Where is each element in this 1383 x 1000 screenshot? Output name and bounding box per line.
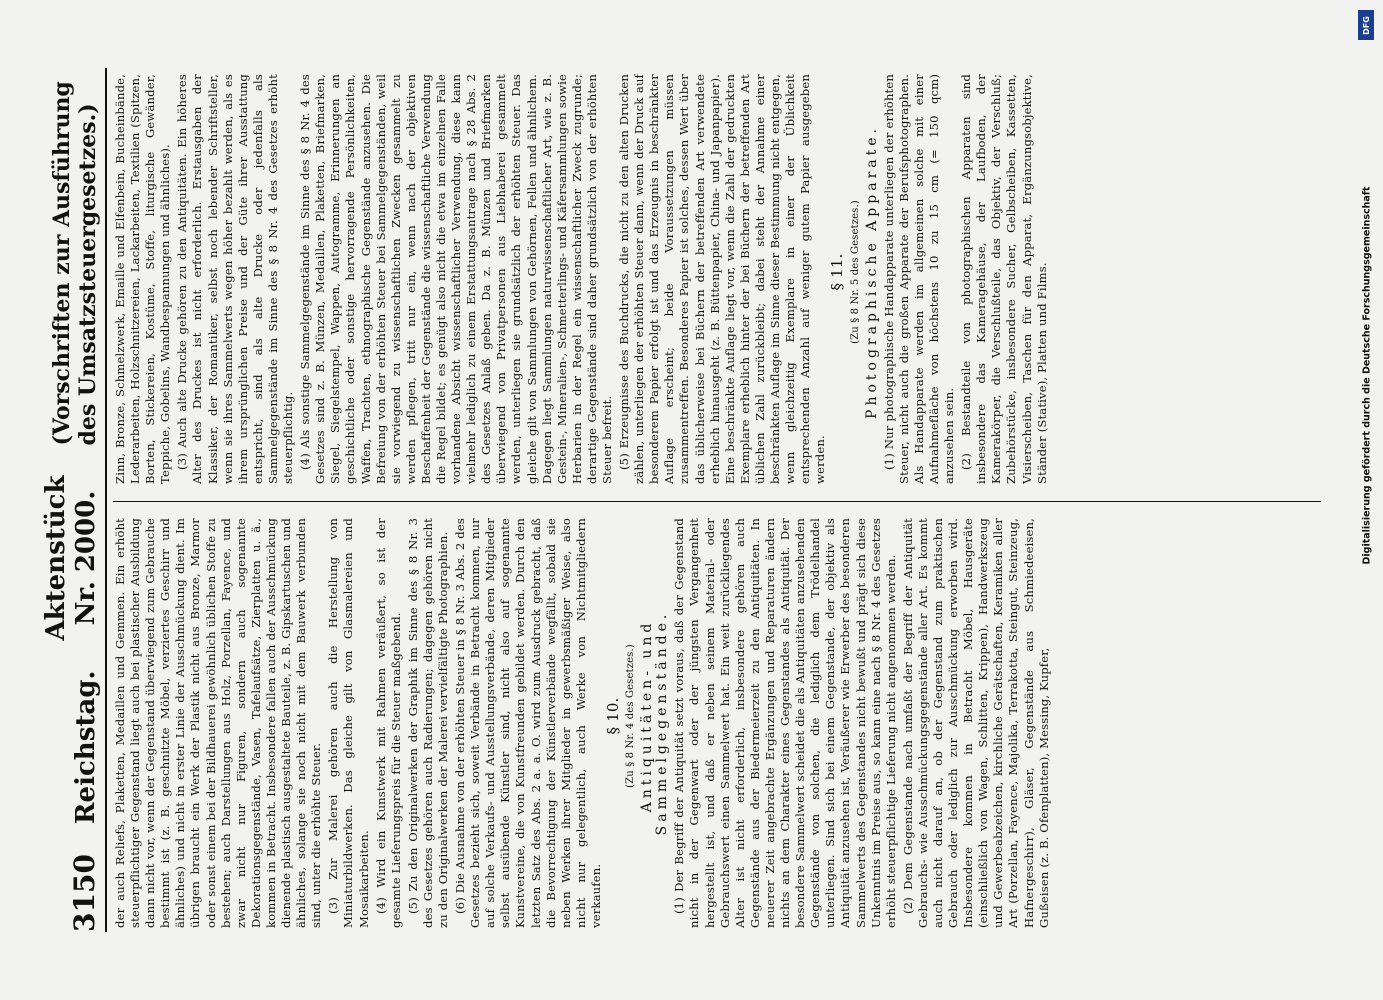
- digitization-sidebar: [1357, 10, 1377, 990]
- page-header: [41, 68, 107, 932]
- paragraph: (3) Zur Malerei gehören auch die Herstellung von Miniaturbildwerken. Das gleiche gilt von Glasmalereien und Mosaikarbeiten.: [326, 518, 371, 928]
- paragraph: der auch Reliefs, Plaketten, Medaillen und Gemmen. Ein erhöht steuerpflichtiger Gegenstand liegt auch bei plastischer Ausbildung dann nicht vor, wenn der Gegenstand überwiegend zum Gebrauche bestimmt ist (z. B. geschnitzte Möbel, verziertes Geschirr und ähnliches) und nicht in erster Linie der Ausschmückung dient. Im übrigen braucht ein Werk der Plastik nicht aus Bronze, Marmor oder sonst einem bei der Bildhauerei gewöhnlich üblichen Stoffe zu bestehen; auch Darstellungen aus Holz, Porzellan, Fayence, und zwar nicht nur Figuren, sondern auch sogenannte Dekorationsgegenstände, Vasen, Tafelaufsätze, Zierplatten u. ä., kommen in Betracht. Insbesondere fallen auch der Ausschmückung dienende plastisch ausgestaltete Bauteile, z. B. Gipskartuschen und ähnliches, solange sie noch nicht mit dem Bauwerk verbunden sind, unter die erhöhte Steuer.: [113, 518, 324, 928]
- header-left-label: Reichstag.: [71, 670, 101, 825]
- column-divider: [113, 501, 1321, 502]
- page-number: 3150: [68, 854, 101, 932]
- document-sheet: [41, 50, 1341, 950]
- paragraph: (1) Nur photographische Handapparate unterliegen der erhöhten Steuer, nicht auch die großen Apparate der Berufsphotographen. Als Handapparate werden im allgemeinen solche mit einer Aufnahmefläche von höchstens 10 zu 15 cm (= 150 qcm) anzusehen sein.: [881, 74, 957, 484]
- paragraph: Zinn, Bronze, Schmelzwerk, Emaille und Elfenbein, Bucheinbände, Lederarbeiten, Holzschnitzereien, Lackarbeiten, Textilien (Spitzen, Borten, Stickereien, Kostüme, Stoffe, liturgische Gewänder, Teppiche, Gobelins, Wandbespannungen und ähnliches).: [113, 74, 173, 484]
- paragraph: (5) Zu den Originalwerken der Graphik im Sinne des § 8 Nr. 3 des Gesetzes gehören auch Radierungen; dagegen gehören nicht zu den Originalwerken der Malerei vervielfältigte Photographien.: [405, 518, 450, 928]
- right-column: [113, 74, 1321, 484]
- paragraph: (5) Erzeugnisse des Buchdrucks, die nicht zu den alten Drucken zählen, unterliegen der erhöhten Steuer dann, wenn der Druck auf besonderem Papier erfolgt ist und das Erzeugnis in beschränkter Auflage erscheint; beide Voraussetzungen müssen zusammentreffen. Besonderes Papier ist solches, dessen Wert über das üblicherweise bei Büchern der betreffenden Art verwendete erheblich hinausgeht (z. B. Büttenpapier, China- und Japanpapier). Eine beschränkte Auflage liegt vor, wenn die Zahl der gedruckten Exemplare erheblich hinter der bei Büchern der betreffenden Art üblichen Zahl zurückbleibt; dabei steht der Annahme einer beschränkten Auflage im Sinne dieser Bestimmung nicht entgegen, wenn gleichzeitig Exemplare in einer der Üblichkeit entsprechenden Anzahl auf weniger gutem Papier ausgegeben werden.: [617, 74, 828, 484]
- section-reference: (Zu § 8 Nr. 5 des Gesetzes.): [849, 200, 861, 344]
- dfg-logo-text: DFG: [1361, 15, 1371, 35]
- paragraph: (4) Wird ein Kunstwerk mit Rahmen veräußert, so ist der gesamte Lieferungspreis für die Steuer maßgebend.: [373, 518, 403, 928]
- section-number: § 10.: [604, 697, 622, 735]
- paragraph: (2) Bestandteile von photographischen Apparaten sind insbesondere das Kameragehäuse, der Laufboden, der Kamerakörper, die Verschlußteile, das Objektiv, der Verschluß; Zubehörstücke, insbesondere Sucher, Gelbscheiben, Kassetten, Visierscheiben, Taschen für den Apparat, Ergänzungsobjektive, Ständer (Stative), Platten und Films.: [959, 74, 1049, 484]
- paragraph: (3) Auch alte Drucke gehören zu den Antiquitäten. Ein höheres Alter des Druckes ist nicht erforderlich. Erstausgaben der Klassiker, der Romantiker, selbst noch lebender Schriftsteller, wenn sie ihres Sammelwerts wegen höher bezahlt werden, als es ihrem ursprünglichen Preise und der Güte ihrer Ausstattung entspricht, sind als alte Drucke oder jedenfalls als Sammelgegenstände im Sinne des § 8 Nr. 4 des Gesetzes erhöht steuerpflichtig.: [175, 74, 296, 484]
- document-title: Aktenstück Nr. 2000.: [41, 475, 101, 641]
- left-column: [113, 518, 1321, 928]
- paragraph: (1) Der Begriff der Antiquität setzt voraus, daß der Gegenstand nicht in der Gegenwart oder der jüngsten Vergangenheit hergestellt ist, und daß er neben seinem Material- oder Gebrauchswert einen Sammelwert hat. Ein weit zurückliegendes Alter ist nicht erforderlich, insbesondere gehören auch Gegenstände aus der Biedermeierzeit zu den Antiquitäten. In neuerer Zeit angebrachte Ergänzungen und Reparaturen ändern nichts an dem Charakter eines Gegenstandes als Antiquität. Der besondere Sammelwert scheidet die als Antiquitäten anzusehenden Gegenstände von solchen, die lediglich dem Trödelhandel unterliegen. Sind sich bei einem Gegenstande, der objektiv als Antiquität anzusehen ist, Veräußerer wie Erwerber des besonderen Sammelwerts des Gegenstandes nicht bewußt und prägt sich diese Unkenntnis im Preise aus, so kann eine nach § 8 Nr. 4 des Gesetzes erhöht steuerpflichtige Lieferung nicht angenommen werden.: [672, 518, 898, 928]
- document-subtitle: (Vorschriften zur Ausführung des Umsatzsteuergesetzes.): [49, 81, 101, 446]
- paragraph: (6) Die Ausnahme von der erhöhten Steuer in § 8 Nr. 3 Abs. 2 des Gesetzes bezieht sich, soweit Verbände in Betracht kommen, nur auf solche Verkaufs- und Ausstellungsverbände, deren Mitglieder selbst ausübende Künstler sind, nicht also auf sogenannte Kunstvereine, die von Kunstfreunden gebildet werden. Durch den letzten Satz des Abs. 2 a. a. O. wird zum Ausdruck gebracht, daß die Bevorrechtigung der Künstlerverbände wegfällt, sobald sie neben Werken ihrer Mitglieder in gewerbsmäßiger Weise, also nicht nur gelegentlich, auch Werke von Nichtmitgliedern verkaufen.: [453, 518, 603, 928]
- section-reference: (Zu § 8 Nr. 4 des Gesetzes.): [625, 644, 637, 788]
- digitization-credit: Digitalisierung gefördert durch die Deutsche Forschungsgemeinschaft: [1361, 186, 1373, 565]
- section-heading: Antiquitäten- und Sammelgegenstände.: [639, 610, 671, 836]
- paragraph: (4) Als sonstige Sammelgegenstände im Sinne des § 8 Nr. 4 des Gesetzes sind z. B. Münzen, Medaillen, Plaketten, Briefmarken, Siegel, Siegelstempel, Wappen, Autogramme, Erinnerungen an geschichtliche oder sonstige hervorragende Persönlichkeiten, Waffen, Trachten, ethnographische Gegenstände anzusehen. Die Befreiung von der erhöhten Steuer bei Sammelgegenständen, weil sie vorwiegend zu wissenschaftlichen Zwecken gesammelt zu werden pflegen, tritt nur ein, wenn nach der objektiven Beschaffenheit der Gegenstände die wissenschaftliche Verwendung die Regel bildet; es genügt also nicht die etwa im einzelnen Falle vorhandene Absicht wissenschaftlicher Verwendung, diese kann vielmehr lediglich zu einem Erstattungsantrage nach § 28 Abs. 2 des Gesetzes Anlaß geben. Da z. B. Münzen und Briefmarken überwiegend von Privatpersonen aus Liebhaberei gesammelt werden, unterliegen sie grundsätzlich der erhöhten Steuer. Das gleiche gilt von Sammlungen von Gehörnen, Fellen und ähnlichem. Dagegen liegt Sammlungen naturwissenschaftlicher Art, wie z. B. Gestein-, Mineralien-, Schmetterlings- und Käfersammlungen sowie Herbarien in der Regel ein wissenschaftlicher Zweck zugrunde; derartige Gegenstände sind daher grundsätzlich von der erhöhten Steuer befreit.: [298, 74, 614, 484]
- paragraph: (2) Dem Gegenstande nach umfaßt der Begriff der Antiquität Gebrauchs- wie Ausschmückungsgegenstände aller Art. Es kommt auch nicht darauf an, ob der Gegenstand zum praktischen Gebrauch oder lediglich zur Ausschmückung erworben wird. Insbesondere kommen in Betracht Möbel, Hausgeräte (einschließlich von Wagen, Schlitten, Krippen), Handwerkszeug und Gewerbeabzeichen, kirchliche Gerätschaften, Keramiken aller Art (Porzellan, Fayence, Majolika, Terrakotta, Steingut, Steinzeug, Hafnergeschirr), Gläser, Gegenstände aus Schmiedeeisen, Gußeisen (z. B. Ofenplatten), Messing, Kupfer,: [900, 518, 1051, 928]
- section-number: § 11.: [828, 253, 847, 291]
- section-heading: Photographische Apparate.: [863, 125, 880, 419]
